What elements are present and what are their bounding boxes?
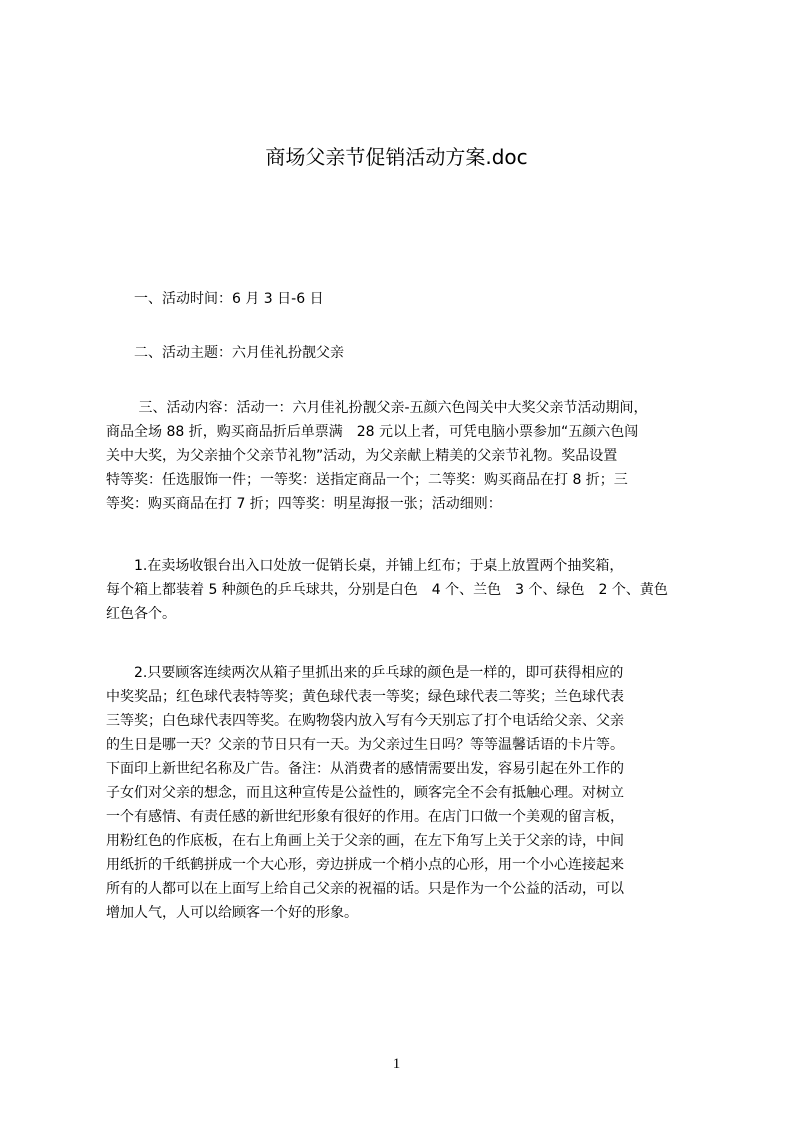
text-line: 中奖奖品；红色球代表特等奖；黄色球代表一等奖；绿色球代表二等奖；兰色球代表 bbox=[106, 689, 624, 705]
text-line: 商品全场 88 折，购买商品折后单票满 28 元以上者，可凭电脑小票参加“五颜六色闯 bbox=[106, 424, 639, 440]
text-line: 2.只要顾客连续两次从箱子里抓出来的乒乓球的颜色是一样的，即可获得相应的 bbox=[106, 665, 624, 681]
text-line: 子女们对父亲的想念，而且这种宣传是公益性的，顾客完全不会有抵触心理。对树立 bbox=[106, 785, 624, 801]
text-line: 一个有感情、有责任感的新世纪形象有很好的作用。在店门口做一个美观的留言板， bbox=[106, 809, 624, 825]
text-line: 增加人气，人可以给顾客一个好的形象。 bbox=[106, 905, 358, 921]
section-rule-2 bbox=[106, 661, 706, 925]
section-activity-theme bbox=[106, 341, 706, 365]
section-rule-1 bbox=[106, 554, 706, 626]
text-line: 的生日是哪一天？父亲的节日只有一天。为父亲过生日吗？等等温馨话语的卡片等。 bbox=[106, 737, 624, 753]
document-title: 商场父亲节促销活动方案.doc bbox=[265, 145, 528, 169]
text-line: 1.在卖场收银台出入口处放一促销长桌，并铺上红布；于桌上放置两个抽奖箱， bbox=[106, 558, 624, 574]
text-line: 用粉红色的作底板，在右上角画上关于父亲的画，在左下角写上关于父亲的诗，中间 bbox=[106, 833, 624, 849]
section-activity-time bbox=[106, 287, 706, 311]
text-line: 每个箱上都装着 5 种颜色的乒乓球共，分别是白色 4 个、兰色 3 个、绿色 2 个、黄色 bbox=[106, 582, 668, 598]
text-line: 三、活动内容：活动一：六月佳礼扮靓父亲-五颜六色闯关中大奖父亲节活动期间， bbox=[106, 400, 648, 416]
text-line: 一、活动时间：6 月 3 日-6 日 bbox=[106, 291, 324, 307]
text-line: 关中大奖，为父亲抽个父亲节礼物”活动，为父亲献上精美的父亲节礼物。奖品设置 bbox=[106, 448, 618, 464]
text-line: 所有的人都可以在上面写上给自己父亲的祝福的话。只是作为一个公益的活动，可以 bbox=[106, 881, 624, 897]
page-number: 1 bbox=[392, 1056, 401, 1072]
text-line: 二、活动主题：六月佳礼扮靓父亲 bbox=[106, 345, 344, 361]
text-line: 等奖：购买商品在打 7 折；四等奖：明星海报一张；活动细则： bbox=[106, 496, 502, 512]
text-line: 下面印上新世纪名称及广告。备注：从消费者的感情需要出发，容易引起在外工作的 bbox=[106, 761, 624, 777]
section-activity-content bbox=[106, 396, 706, 516]
text-line: 用纸折的千纸鹤拼成一个大心形，旁边拼成一个梢小点的心形，用一个小心连接起来 bbox=[106, 857, 624, 873]
text-line: 三等奖；白色球代表四等奖。在购物袋内放入写有今天别忘了打个电话给父亲、父亲 bbox=[106, 713, 624, 729]
text-line: 红色各个。 bbox=[106, 606, 176, 622]
text-line: 特等奖：任选服饰一件；一等奖：送指定商品一个；二等奖：购买商品在打 8 折；三 bbox=[106, 472, 628, 488]
